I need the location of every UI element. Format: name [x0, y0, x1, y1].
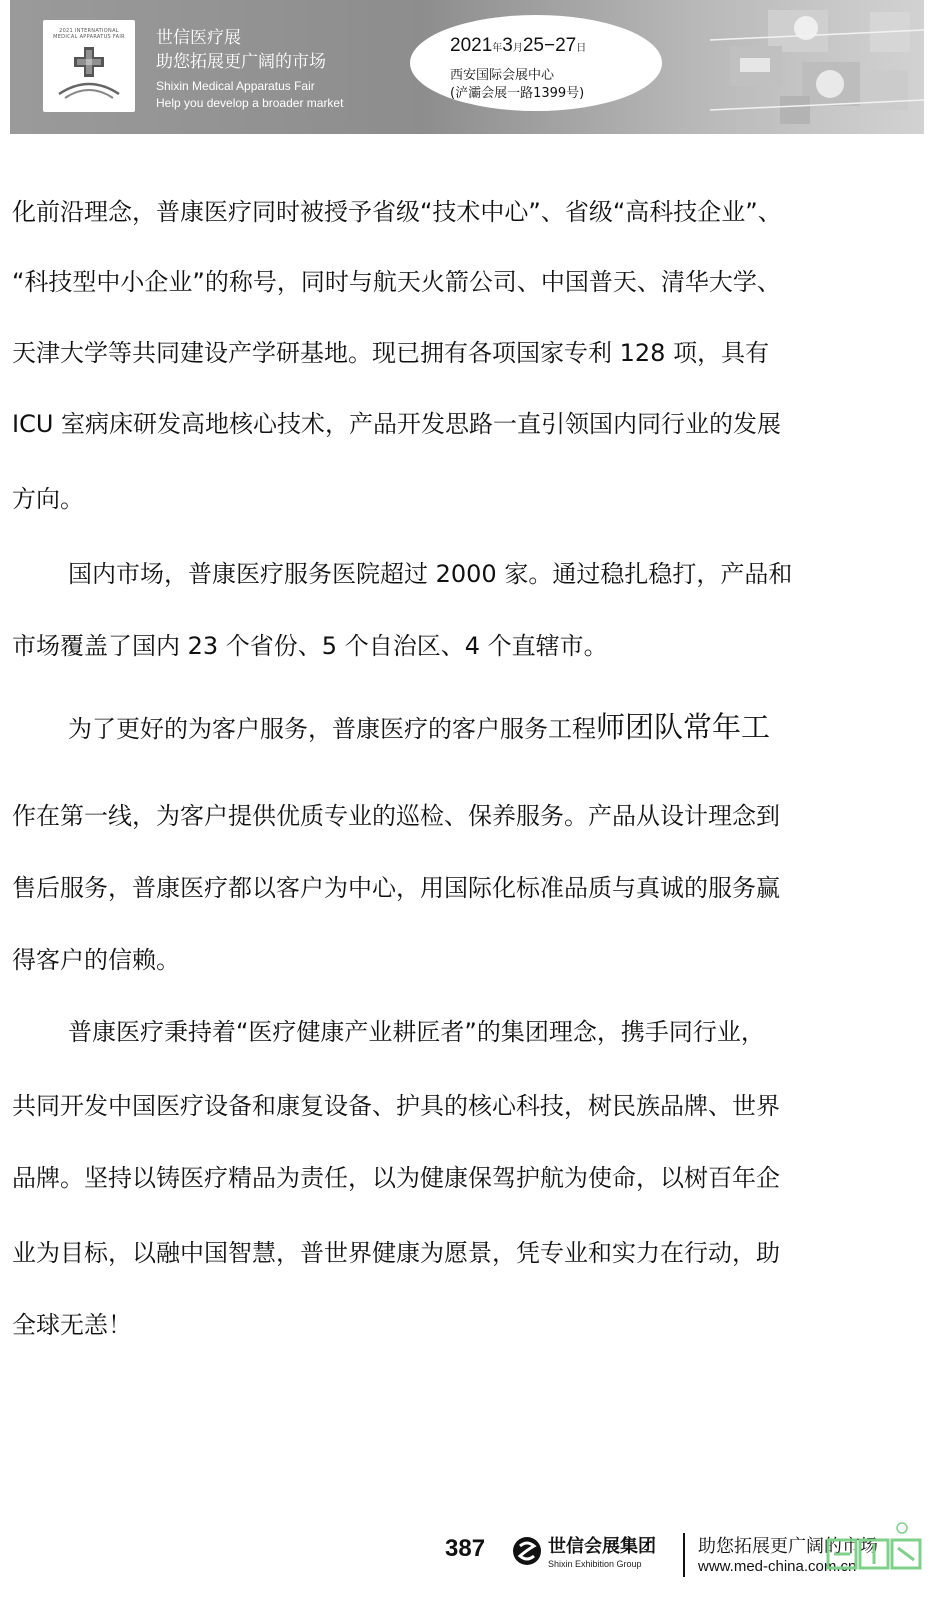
- paragraph-line: 普康医疗秉持着“医疗健康产业耕匠者”的集团理念，携手同行业，: [68, 1018, 765, 1046]
- shixin-group-logo-icon: [512, 1536, 542, 1566]
- paragraph-line: 品牌。坚持以铸医疗精品为责任，以为健康保驾护航为使命，以树百年企: [12, 1164, 780, 1192]
- paragraph-line: 售后服务，普康医疗都以客户为中心，用国际化标准品质与真诚的服务赢: [12, 874, 780, 902]
- paragraph-line: 市场覆盖了国内 23 个省份、5 个自治区、4 个直辖市。: [12, 632, 608, 660]
- banner-slogan-cn: 助您拓展更广阔的市场: [156, 52, 326, 72]
- logo-ring-text: 2021 INTERNATIONAL MEDICAL APPARATUS FAIR: [53, 28, 125, 40]
- fair-date: 2021年3月25−27日: [450, 35, 587, 56]
- footer-url: www.med-china.com.cn: [698, 1558, 857, 1575]
- paragraph-line: “科技型中小企业”的称号，同时与航天火箭公司、中国普天、清华大学、: [12, 268, 781, 296]
- medical-cross-icon: [73, 46, 105, 78]
- header-banner: [10, 0, 924, 134]
- group-name-en: Shixin Exhibition Group: [548, 1559, 642, 1569]
- paragraph-line: 业为目标，以融中国智慧，普世界健康为愿景，凭专业和实力在行动，助: [12, 1239, 780, 1267]
- banner-title-cn: 世信医疗展: [156, 28, 241, 48]
- footer-divider: [683, 1533, 685, 1577]
- fair-logo: [43, 20, 135, 112]
- group-name-cn: 世信会展集团: [548, 1536, 656, 1557]
- paragraph-line: 共同开发中国医疗设备和康复设备、护具的核心科技，树民族品牌、世界: [12, 1092, 780, 1120]
- banner-title-en: Shixin Medical Apparatus Fair: [156, 79, 315, 93]
- paragraph-line: 为了更好的为客户服务，普康医疗的客户服务工程师团队常年工: [68, 710, 771, 744]
- site-watermark-logo: [820, 1520, 930, 1580]
- logo-book-arc-icon: [57, 78, 121, 100]
- footer-slogan: 助您拓展更广阔的市场: [698, 1536, 878, 1557]
- page-number: 387: [445, 1535, 486, 1562]
- paragraph-line: 天津大学等共同建设产学研基地。现已拥有各项国家专利 128 项，具有: [12, 339, 770, 367]
- paragraph-line: ICU 室病床研发高地核心技术，产品开发思路一直引领国内同行业的发展: [12, 410, 782, 438]
- fair-venue: 西安国际会展中心: [450, 68, 555, 83]
- page-footer: [0, 1515, 940, 1600]
- paragraph-line: 全球无恙！: [12, 1311, 132, 1339]
- enlarged-text: 师团队常年工: [596, 710, 771, 744]
- fair-address: (浐灞会展一路1399号): [450, 86, 585, 101]
- banner-slogan-en: Help you develop a broader market: [156, 96, 344, 110]
- paragraph-line: 化前沿理念，普康医疗同时被授予省级“技术中心”、省级“高科技企业”、: [12, 198, 782, 226]
- paragraph-line: 国内市场，普康医疗服务医院超过 2000 家。通过稳扎稳打，产品和: [68, 560, 793, 588]
- medical-equipment-photo-collage: [710, 0, 924, 134]
- paragraph-line: 得客户的信赖。: [12, 946, 180, 974]
- paragraph-line: 作在第一线，为客户提供优质专业的巡检、保养服务。产品从设计理念到: [12, 802, 780, 830]
- paragraph-line: 方向。: [12, 485, 84, 513]
